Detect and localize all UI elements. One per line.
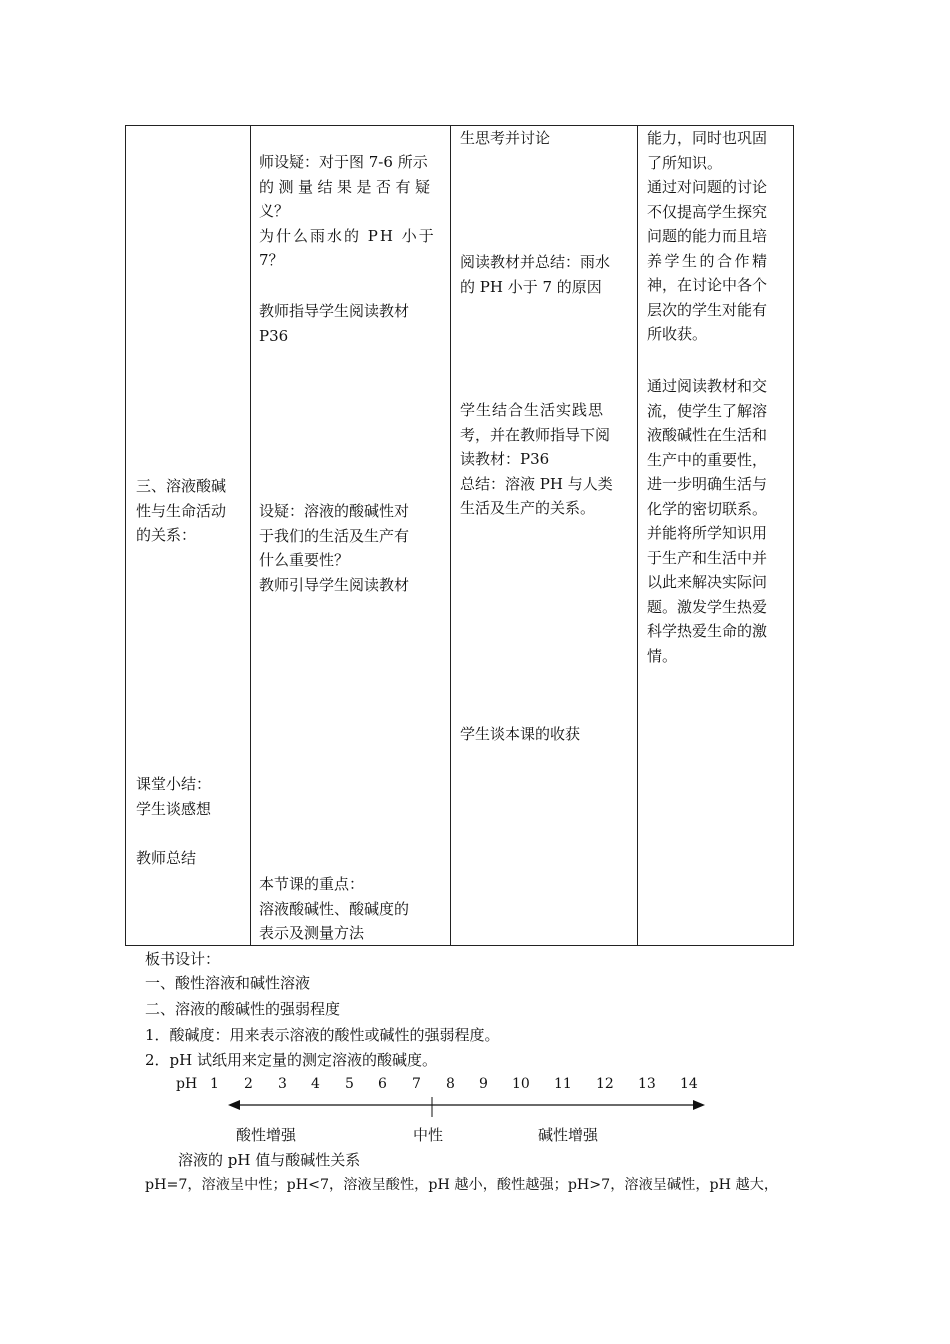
- arrow-left-icon: [228, 1100, 240, 1110]
- text-line: 并能将所学知识用: [647, 524, 768, 542]
- text-line: 层次的学生对能有: [647, 300, 768, 319]
- text-line: 设疑：溶液的酸碱性对: [259, 502, 410, 520]
- ph-value: 1: [210, 1076, 219, 1092]
- student-harvest: 学生谈本课的收获: [460, 725, 581, 743]
- student-discuss: 生思考并讨论: [460, 129, 551, 147]
- text-line: 所收获。: [647, 325, 708, 343]
- text-line: 题。激发学生热爱: [647, 597, 768, 616]
- base-label: 碱性增强: [538, 1126, 599, 1144]
- text-line: 溶液酸碱性、酸碱度的: [259, 899, 410, 918]
- text-line: 能力，同时也巩固: [647, 129, 768, 147]
- acid-label: 酸性增强: [236, 1126, 297, 1144]
- board-item-2-1: 1．酸碱度：用来表示溶液的酸性或碱性的强弱程度。: [145, 1026, 500, 1044]
- text-line: 7？: [259, 251, 284, 269]
- text-line: 什么重要性？: [259, 551, 350, 569]
- text-line: 考，并在教师指导下阅: [460, 425, 611, 444]
- board-title: 板书设计：: [145, 950, 221, 968]
- neutral-label: 中性: [413, 1126, 444, 1144]
- ph-value: 8: [446, 1076, 455, 1092]
- text-line: 师设疑：对于图 7-6 所示: [259, 153, 428, 171]
- text-line: 了所知识。: [647, 153, 723, 172]
- text-line: 生产中的重要性，: [647, 450, 768, 469]
- arrow-right-icon: [693, 1100, 705, 1110]
- text-line: 流，使学生了解溶: [647, 401, 768, 420]
- text-line: P36: [259, 326, 289, 345]
- text-line: 学生结合生活实践思: [460, 401, 605, 419]
- text-line: 通过阅读教材和交: [647, 377, 768, 395]
- text-line: 教师引导学生阅读教材: [259, 575, 410, 594]
- text-line: 神，在讨论中各个: [647, 276, 768, 294]
- ph-value: 3: [278, 1076, 287, 1092]
- text-line: 本节课的重点：: [259, 875, 365, 893]
- text-line: 生活及生产的关系。: [460, 499, 596, 517]
- text-line: 不仅提高学生探究: [647, 202, 768, 221]
- text-line: 通过对问题的讨论: [647, 178, 768, 196]
- text-line: 读教材：P36: [460, 450, 550, 468]
- text-line: 总结：溶液 PH 与人类: [460, 474, 613, 493]
- ph-value: 13: [638, 1076, 656, 1092]
- text-line: 阅读教材并总结：雨水: [460, 253, 611, 271]
- text-line: 三、溶液酸碱: [136, 477, 227, 495]
- ph-label: pH: [176, 1076, 198, 1092]
- text-line: 课堂小结：: [136, 775, 212, 793]
- text-line: 液酸碱性在生活和: [647, 426, 768, 444]
- ph-value: 2: [244, 1076, 253, 1092]
- text-line: 于我们的生活及生产有: [259, 526, 410, 545]
- text-line: 问题的能力而且培: [647, 227, 768, 245]
- board-item-1: 一、酸性溶液和碱性溶液: [145, 974, 311, 992]
- text-line: 以此来解决实际问: [647, 573, 768, 591]
- text-line: 科学热爱生命的激: [647, 622, 768, 640]
- text-line: 的测量结果是否有疑: [259, 177, 435, 196]
- text-line: 情。: [647, 646, 678, 665]
- ph-value: 4: [311, 1076, 320, 1092]
- ph-value: 14: [680, 1076, 698, 1092]
- text-line: 于生产和生活中并: [647, 548, 768, 567]
- text-line: 为什么雨水的 PH 小于: [259, 226, 436, 245]
- text-line: 性与生命活动: [136, 501, 227, 520]
- text-line: 的关系：: [136, 526, 197, 544]
- text-line: 义？: [259, 202, 290, 220]
- text-line: 学生谈感想: [136, 799, 212, 818]
- board-item-2-2: 2．pH 试纸用来定量的测定溶液的酸碱度。: [145, 1051, 437, 1069]
- ph-value: 5: [345, 1076, 354, 1092]
- ph-caption: 溶液的 pH 值与酸碱性关系: [178, 1151, 361, 1169]
- text-line: 的 PH 小于 7 的原因: [460, 277, 602, 296]
- text-line: 化学的密切联系。: [647, 499, 768, 518]
- text-line: 养学生的合作精: [647, 251, 770, 270]
- board-item-2: 二、溶液的酸碱性的强弱程度: [145, 1000, 341, 1018]
- ph-value: 9: [479, 1076, 488, 1092]
- text-line: 教师指导学生阅读教材: [259, 302, 410, 320]
- ph-value: 6: [378, 1076, 387, 1092]
- ph-value: 12: [596, 1076, 614, 1092]
- teacher-summary: 教师总结: [136, 849, 197, 867]
- text-line: 表示及测量方法: [259, 924, 365, 942]
- ph-conclusion: pH=7，溶液呈中性；pH<7，溶液呈酸性，pH 越小，酸性越强；pH>7，溶液呈碱性，pH 越大，: [145, 1177, 779, 1193]
- ph-value: 11: [554, 1076, 572, 1092]
- ph-value: 10: [512, 1076, 530, 1092]
- ph-value: 7: [412, 1076, 421, 1092]
- text-line: 进一步明确生活与: [647, 475, 768, 493]
